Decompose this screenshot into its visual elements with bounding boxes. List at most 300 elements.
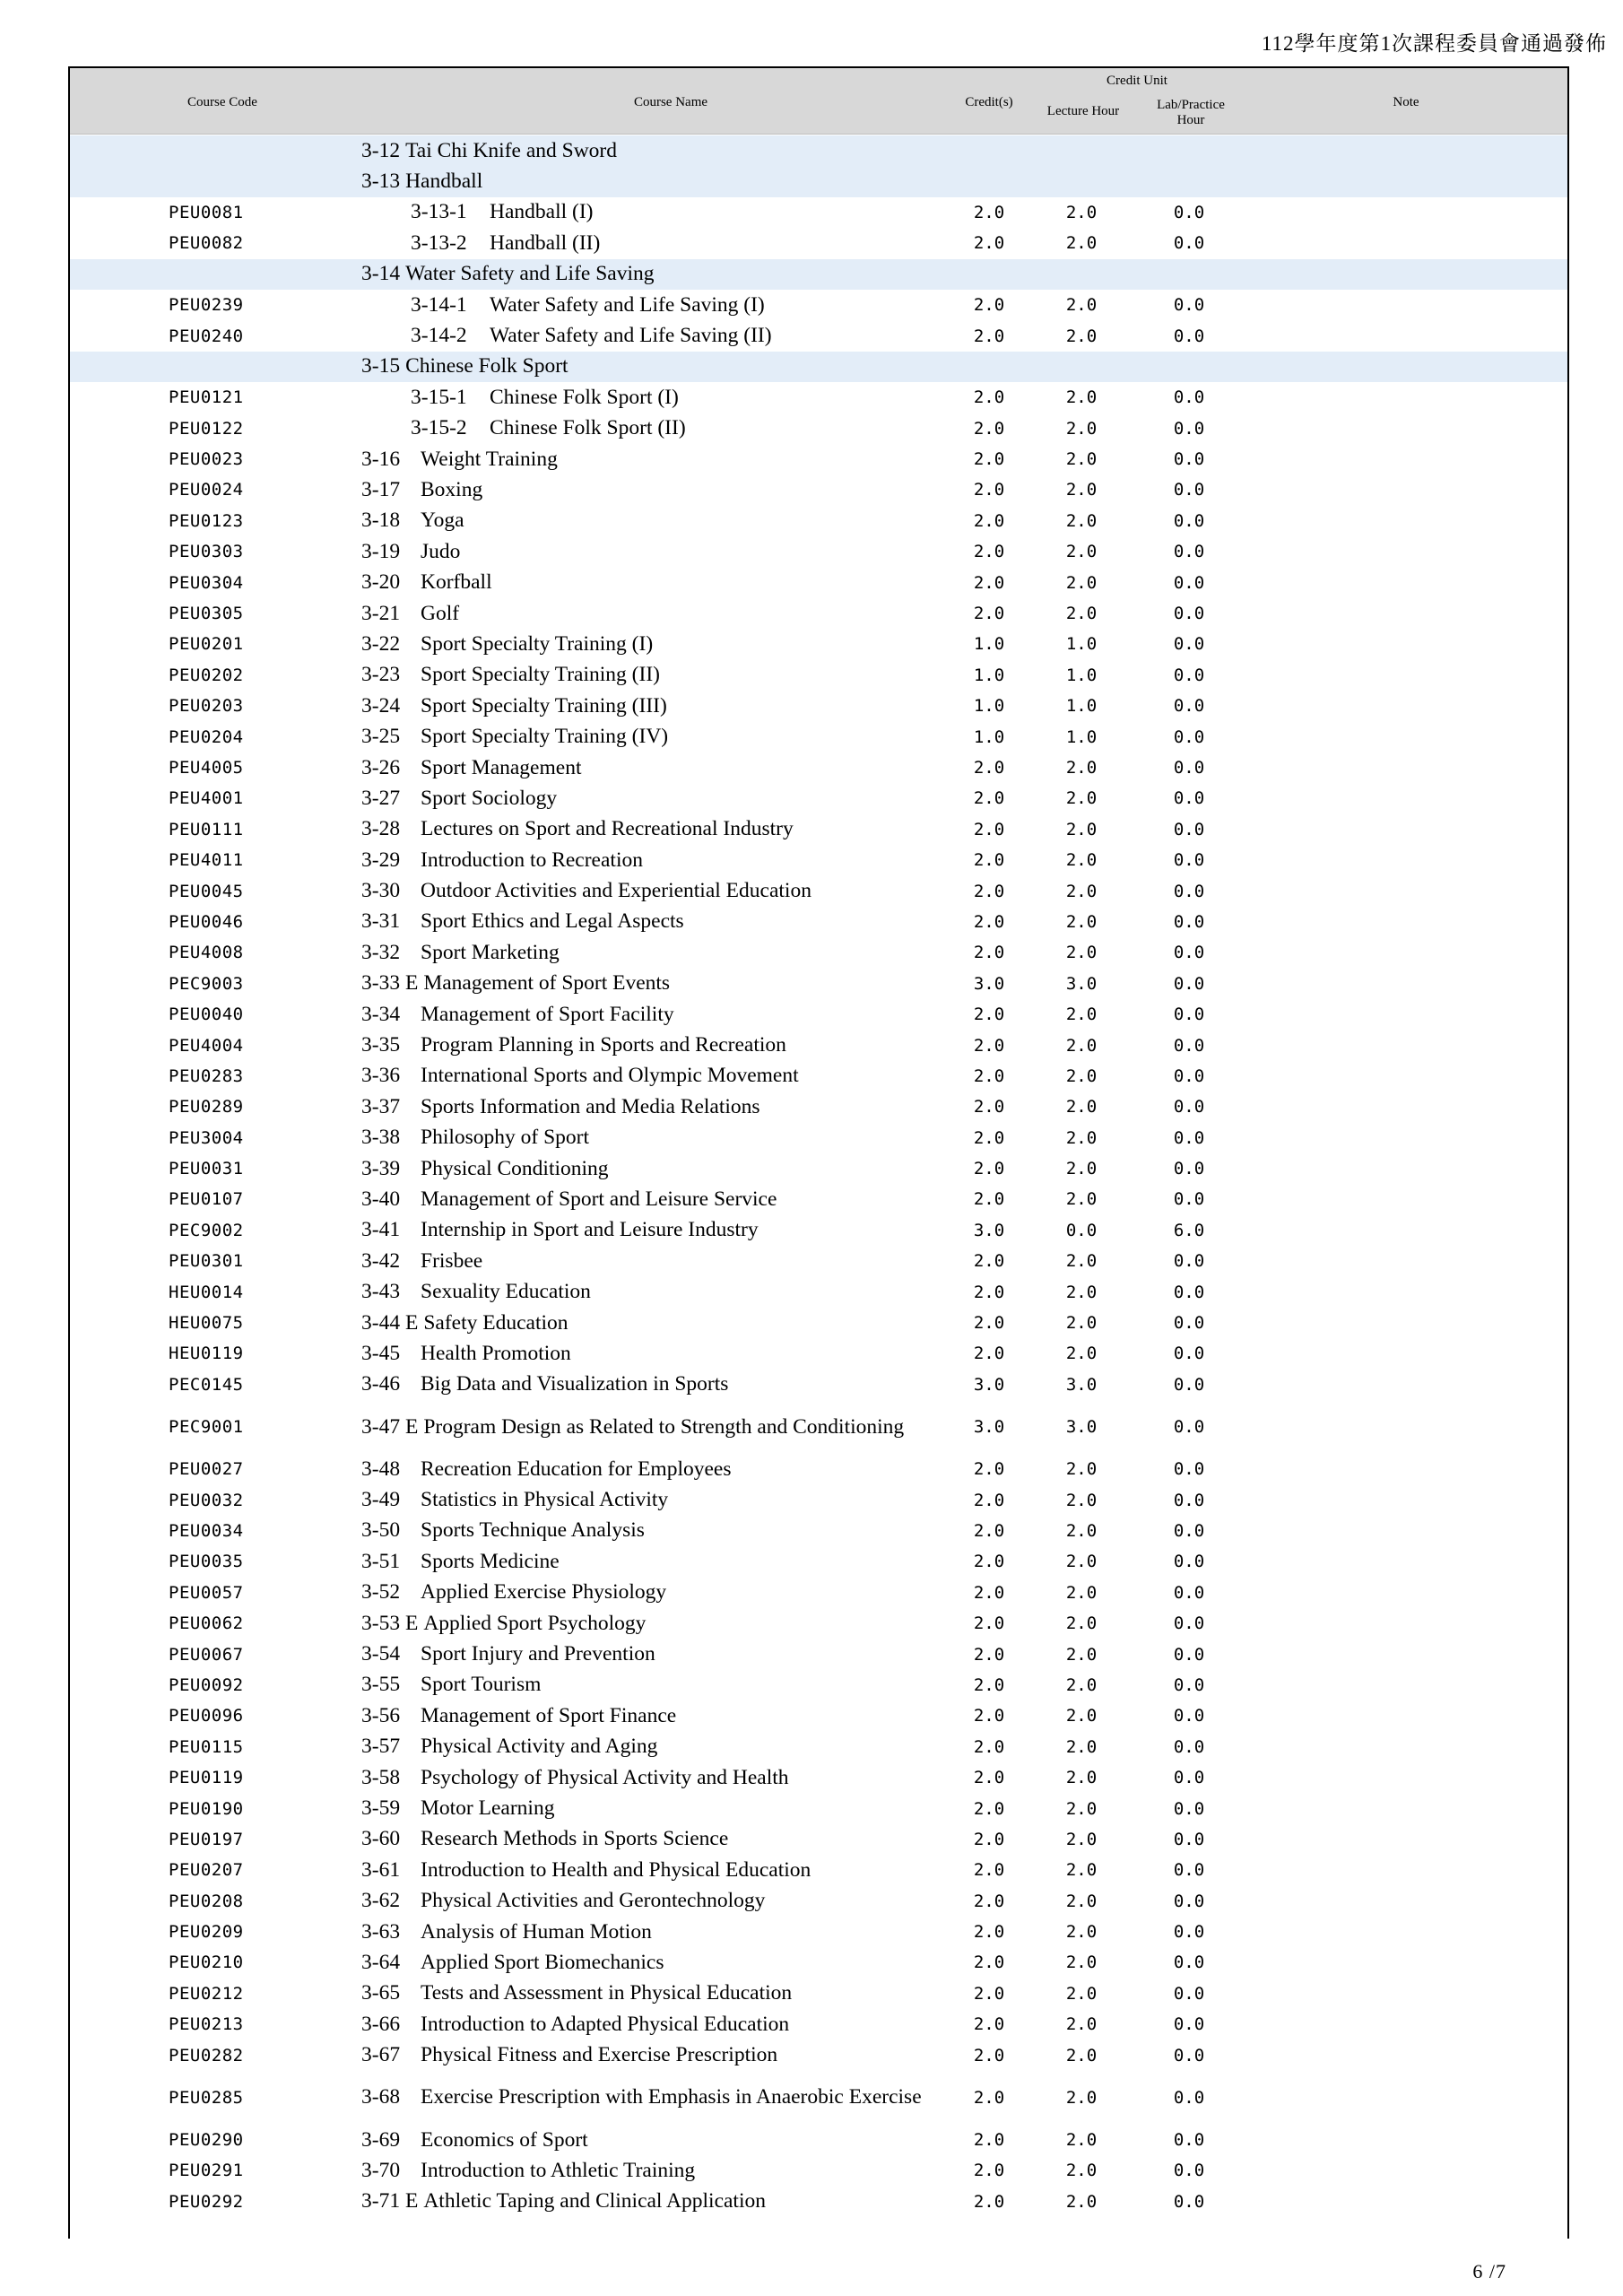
course-number: 3-17	[361, 477, 401, 501]
lecture-hour-value: 2.0	[1065, 1798, 1098, 1819]
lab-hour-value	[1158, 166, 1220, 196]
course-number: 3-34	[361, 1002, 401, 1026]
lecture-hour-value: 2.0	[1065, 2014, 1098, 2035]
lecture-hour-value	[1050, 259, 1113, 290]
table-row	[70, 1400, 1567, 1454]
course-number: 3-15-2	[411, 416, 467, 440]
lab-hour-value: 0.0	[1173, 1282, 1205, 1302]
table-row	[70, 845, 1567, 875]
lecture-hour-value: 2.0	[1065, 1065, 1098, 1086]
course-name	[361, 1516, 944, 1546]
lab-hour-value: 0.0	[1173, 1860, 1205, 1881]
lab-hour-value: 0.0	[1173, 1159, 1205, 1179]
course-title: Management of Sport Events	[423, 971, 671, 996]
course-title: Physical Conditioning	[421, 1156, 609, 1180]
course-title: Golf	[421, 601, 460, 625]
table-row	[70, 783, 1567, 813]
course-number: 3-26	[361, 755, 401, 779]
course-number: 3-63	[361, 1919, 401, 1944]
course-name	[361, 1917, 944, 1947]
credits-value: 2.0	[973, 1860, 1005, 1881]
table-row	[70, 1516, 1567, 1546]
course-number: 3-41	[361, 1218, 401, 1242]
lecture-hour-value: 2.0	[1065, 1127, 1098, 1148]
course-code	[169, 166, 330, 196]
credits-value: 2.0	[973, 1097, 1005, 1118]
credits-value: 3.0	[973, 1374, 1005, 1395]
course-title: Internship in Sport and Leisure Industry	[421, 1218, 759, 1242]
credits-value: 2.0	[973, 2161, 1005, 2181]
course-number: 3-14-1	[411, 292, 467, 317]
lecture-hour-value: 2.0	[1065, 1282, 1098, 1302]
course-title: Boxing	[421, 477, 483, 501]
credits-value: 2.0	[973, 1644, 1005, 1665]
course-title: Tests and Assessment in Physical Education	[421, 1981, 793, 2005]
course-code: PEC9003	[169, 973, 244, 994]
course-name	[361, 1947, 944, 1978]
credits-value: 2.0	[973, 788, 1005, 809]
group-row	[70, 135, 1567, 166]
table-row	[70, 290, 1567, 320]
table-row	[70, 413, 1567, 444]
course-title: Motor Learning	[421, 1796, 555, 1820]
course-code: PEU0290	[169, 2130, 244, 2151]
course-number: 3-54	[361, 1642, 401, 1666]
lab-practice-line-1: Lab/Practice	[1157, 98, 1225, 112]
lab-hour-value: 0.0	[1173, 973, 1205, 994]
lecture-hour-value: 2.0	[1065, 1706, 1098, 1726]
lab-hour-value: 0.0	[1173, 2130, 1205, 2151]
lab-hour-value: 0.0	[1173, 1891, 1205, 1911]
course-number: 3-39	[361, 1156, 401, 1180]
course-code: PEU0190	[169, 1798, 244, 1819]
course-code: PEU0201	[169, 634, 244, 655]
course-code: PEU0031	[169, 1159, 244, 1179]
lecture-hour-value: 1.0	[1065, 634, 1098, 655]
course-number: 3-56	[361, 1703, 401, 1727]
course-code: PEU0283	[169, 1065, 244, 1086]
credits-value: 2.0	[973, 1344, 1005, 1364]
table-row	[70, 629, 1567, 659]
lecture-hour-value: 2.0	[1065, 850, 1098, 871]
course-title: Health Promotion	[421, 1341, 571, 1365]
course-code: PEU0304	[169, 572, 244, 593]
lab-hour-value: 0.0	[1173, 726, 1205, 747]
course-name	[361, 1639, 944, 1669]
lecture-hour-value: 0.0	[1065, 1220, 1098, 1240]
table-row	[70, 1246, 1567, 1276]
course-name	[361, 721, 944, 752]
course-code: PEU0203	[169, 696, 244, 717]
course-title: Weight Training	[421, 447, 558, 471]
credits-value: 3.0	[973, 1220, 1005, 1240]
lecture-hour-value: 2.0	[1065, 1983, 1098, 2004]
course-name	[411, 197, 994, 228]
course-name	[361, 2187, 944, 2217]
course-code: PEU0212	[169, 1983, 244, 2004]
table-row	[70, 320, 1567, 351]
lab-hour-value: 0.0	[1173, 387, 1205, 408]
lab-hour-value: 0.0	[1173, 510, 1205, 531]
course-number: 3-13-1	[411, 200, 467, 224]
course-title: Applied Exercise Physiology	[421, 1580, 667, 1605]
course-number: 3-27	[361, 786, 401, 810]
course-name	[361, 629, 944, 659]
credits-value	[958, 135, 1020, 166]
lab-hour-value	[1158, 135, 1220, 166]
course-number: 3-69	[361, 2127, 401, 2152]
course-code	[169, 259, 330, 290]
course-title: Philosophy of Sport	[421, 1126, 590, 1150]
course-number: 3-50	[361, 1518, 401, 1543]
course-code: PEU0282	[169, 2045, 244, 2066]
lecture-hour-value: 3.0	[1065, 1417, 1098, 1438]
table-row	[70, 228, 1567, 258]
table-row	[70, 721, 1567, 752]
lab-hour-value: 0.0	[1173, 1552, 1205, 1572]
course-title: Yoga	[421, 509, 464, 533]
lab-hour-value: 0.0	[1173, 449, 1205, 470]
course-name	[361, 1153, 944, 1184]
table-row	[70, 1947, 1567, 1978]
lab-hour-value: 0.0	[1173, 1983, 1205, 2004]
credits-value: 2.0	[973, 387, 1005, 408]
table-row	[70, 1855, 1567, 1885]
credits-value: 2.0	[973, 2191, 1005, 2212]
course-name	[361, 1979, 944, 2009]
course-number: 3-49	[361, 1488, 401, 1512]
table-row	[70, 1370, 1567, 1400]
lab-hour-value: 0.0	[1173, 1459, 1205, 1480]
course-code: PEU0208	[169, 1891, 244, 1911]
course-number: 3-60	[361, 1827, 401, 1851]
lab-hour-value: 0.0	[1173, 758, 1205, 778]
lecture-hour-value: 2.0	[1065, 1860, 1098, 1881]
course-name	[361, 907, 944, 937]
course-code: PEU0240	[169, 326, 244, 346]
lab-hour-value: 0.0	[1173, 911, 1205, 932]
credits-value: 2.0	[973, 2014, 1005, 2035]
credits-value: 2.0	[973, 881, 1005, 901]
credits-value: 1.0	[973, 726, 1005, 747]
credits-value: 2.0	[973, 1952, 1005, 1973]
course-name	[361, 1762, 944, 1793]
course-number: 3-18	[361, 509, 401, 533]
table-row	[70, 1030, 1567, 1060]
course-name	[361, 2125, 944, 2155]
course-name	[361, 660, 944, 691]
course-code: PEU0082	[169, 233, 244, 254]
course-number: 3-38	[361, 1126, 401, 1150]
course-number: 3-62	[361, 1889, 401, 1913]
credits-value: 1.0	[973, 634, 1005, 655]
course-title: Program Planning in Sports and Recreation	[421, 1033, 786, 1057]
course-title: Physical Fitness and Exercise Prescription	[421, 2043, 778, 2067]
lecture-hour-value: 2.0	[1065, 1829, 1098, 1849]
credits-value: 2.0	[973, 819, 1005, 839]
lecture-hour-value: 2.0	[1065, 1736, 1098, 1757]
table-row	[70, 999, 1567, 1030]
course-name	[361, 1370, 944, 1400]
course-code: PEU0239	[169, 295, 244, 316]
course-name	[411, 413, 994, 444]
course-title: Sport Injury and Prevention	[421, 1642, 655, 1666]
lecture-hour-value: 2.0	[1065, 1768, 1098, 1788]
course-code: PEU0034	[169, 1520, 244, 1541]
lab-hour-value: 0.0	[1173, 572, 1205, 593]
course-code: PEU0023	[169, 449, 244, 470]
credits-value: 2.0	[973, 1127, 1005, 1148]
table-row	[70, 907, 1567, 937]
lecture-hour-value	[1050, 166, 1113, 196]
credits-value: 2.0	[973, 418, 1005, 439]
course-name	[361, 567, 944, 597]
lab-hour-value: 0.0	[1173, 1582, 1205, 1603]
course-code: PEC9002	[169, 1220, 244, 1240]
credits-value: 2.0	[973, 604, 1005, 624]
credits-value: 2.0	[973, 758, 1005, 778]
lab-hour-value: 0.0	[1173, 1768, 1205, 1788]
course-name	[361, 691, 944, 721]
table-row	[70, 1917, 1567, 1947]
course-title: Frisbee	[421, 1248, 483, 1273]
table-body	[70, 135, 1567, 2217]
credits-value: 3.0	[973, 973, 1005, 994]
credits-value: 2.0	[973, 1459, 1005, 1480]
lecture-hour-value: 2.0	[1065, 1459, 1098, 1480]
course-title: Management of Sport Facility	[421, 1002, 674, 1026]
credits-value: 2.0	[973, 911, 1005, 932]
course-name	[361, 814, 944, 845]
course-title: Handball	[405, 170, 483, 194]
course-title: Economics of Sport	[421, 2127, 588, 2152]
lecture-hour-value: 2.0	[1065, 418, 1098, 439]
course-name	[361, 506, 944, 536]
course-name	[411, 320, 994, 351]
course-name	[361, 845, 944, 875]
course-name	[361, 444, 944, 474]
course-name	[361, 1700, 944, 1731]
course-number: 3-22	[361, 631, 401, 656]
course-title: Psychology of Physical Activity and Health	[421, 1765, 789, 1789]
lecture-hour-value: 2.0	[1065, 758, 1098, 778]
lecture-hour-value: 2.0	[1065, 788, 1098, 809]
lecture-hour-value: 2.0	[1065, 1035, 1098, 1056]
lecture-hour-value: 2.0	[1065, 387, 1098, 408]
lab-hour-value	[1158, 352, 1220, 382]
course-title: Statistics in Physical Activity	[421, 1488, 669, 1512]
course-title: Outdoor Activities and Experiential Education	[421, 879, 812, 903]
lab-hour-value: 0.0	[1173, 696, 1205, 717]
course-title: Exercise Prescription with Emphasis in Anaerobic Exercise	[421, 2085, 922, 2109]
course-number: 3-30	[361, 879, 401, 903]
credits-value	[958, 259, 1020, 290]
course-name	[361, 1793, 944, 1823]
credits-value: 2.0	[973, 1313, 1005, 1334]
course-name	[361, 598, 944, 629]
table-row	[70, 2071, 1567, 2125]
course-name	[361, 135, 944, 166]
lab-hour-value: 0.0	[1173, 1490, 1205, 1510]
course-name	[411, 290, 994, 320]
course-number: 3-36	[361, 1064, 401, 1088]
table-row	[70, 660, 1567, 691]
course-code: PEC0145	[169, 1374, 244, 1395]
column-header-lab-practice-hour	[1137, 98, 1245, 128]
table-row	[70, 814, 1567, 845]
course-name	[361, 1484, 944, 1515]
course-name	[361, 1215, 944, 1246]
lab-hour-value: 6.0	[1173, 1220, 1205, 1240]
course-number: 3-44 E	[361, 1310, 419, 1335]
course-number: 3-33 E	[361, 971, 419, 996]
credits-value: 2.0	[973, 943, 1005, 963]
course-code: PEU0204	[169, 726, 244, 747]
lab-hour-value: 0.0	[1173, 1706, 1205, 1726]
lecture-hour-value: 3.0	[1065, 973, 1098, 994]
lecture-hour-value: 1.0	[1065, 665, 1098, 685]
course-number: 3-16	[361, 447, 401, 471]
course-number: 3-19	[361, 539, 401, 563]
course-title: Recreation Education for Employees	[421, 1457, 732, 1481]
course-number: 3-48	[361, 1457, 401, 1481]
credits-value: 2.0	[973, 1004, 1005, 1025]
course-number: 3-66	[361, 2012, 401, 2036]
credits-value: 2.0	[973, 850, 1005, 871]
lecture-hour-value: 2.0	[1065, 1674, 1098, 1695]
course-number: 3-71 E	[361, 2189, 419, 2213]
table-row	[70, 1578, 1567, 1608]
credits-value: 2.0	[973, 1035, 1005, 1056]
course-number: 3-70	[361, 2158, 401, 2182]
lab-hour-value: 0.0	[1173, 418, 1205, 439]
lecture-hour-value: 2.0	[1065, 1582, 1098, 1603]
lab-hour-value: 0.0	[1173, 1736, 1205, 1757]
course-name	[361, 1338, 944, 1369]
lecture-hour-value: 2.0	[1065, 572, 1098, 593]
lecture-hour-value: 1.0	[1065, 696, 1098, 717]
course-name	[411, 382, 994, 413]
course-number: 3-67	[361, 2043, 401, 2067]
lab-hour-value: 0.0	[1173, 1127, 1205, 1148]
course-title: Introduction to Adapted Physical Education	[421, 2012, 790, 2036]
table-row	[70, 1308, 1567, 1338]
lecture-hour-value: 2.0	[1065, 449, 1098, 470]
table-row	[70, 444, 1567, 474]
table-row	[70, 1639, 1567, 1669]
course-name	[361, 1670, 944, 1700]
credits-value: 2.0	[973, 510, 1005, 531]
course-number: 3-61	[361, 1857, 401, 1882]
course-code: PEU0027	[169, 1459, 244, 1480]
course-code: PEU0067	[169, 1644, 244, 1665]
lab-hour-value: 0.0	[1173, 634, 1205, 655]
course-number: 3-47 E	[361, 1414, 419, 1439]
course-title: Sports Medicine	[421, 1549, 560, 1573]
column-header-course-code: Course Code	[187, 95, 257, 109]
lab-hour-value: 0.0	[1173, 1251, 1205, 1272]
course-name	[361, 474, 944, 505]
table-row	[70, 2125, 1567, 2155]
course-code: PEC9001	[169, 1417, 244, 1438]
course-code: HEU0119	[169, 1344, 244, 1364]
lab-hour-value: 0.0	[1173, 1189, 1205, 1210]
course-name	[361, 352, 944, 382]
lecture-hour-value	[1050, 135, 1113, 166]
course-name	[361, 1246, 944, 1276]
credits-value: 2.0	[973, 233, 1005, 254]
course-number: 3-68	[361, 2085, 401, 2109]
lab-hour-value: 0.0	[1173, 1829, 1205, 1849]
course-code: PEU0122	[169, 418, 244, 439]
lab-hour-value: 0.0	[1173, 1798, 1205, 1819]
lecture-hour-value: 2.0	[1065, 819, 1098, 839]
course-number: 3-15-1	[411, 385, 467, 409]
course-code: PEU0291	[169, 2161, 244, 2181]
course-title: Management of Sport Finance	[421, 1703, 677, 1727]
course-code: PEU4008	[169, 943, 244, 963]
course-code: PEU3004	[169, 1127, 244, 1148]
course-number: 3-31	[361, 909, 401, 934]
credits-value: 2.0	[973, 1922, 1005, 1943]
lab-hour-value: 0.0	[1173, 665, 1205, 685]
table-row	[70, 382, 1567, 413]
credits-value: 2.0	[973, 1282, 1005, 1302]
course-number: 3-35	[361, 1033, 401, 1057]
course-number: 3-13	[361, 170, 401, 194]
course-title: Sport Management	[421, 755, 582, 779]
table-row	[70, 1885, 1567, 1916]
credits-value: 2.0	[973, 1891, 1005, 1911]
lecture-hour-value: 2.0	[1065, 542, 1098, 562]
credits-value: 2.0	[973, 1613, 1005, 1634]
course-code: PEU4004	[169, 1035, 244, 1056]
lecture-hour-value: 2.0	[1065, 1520, 1098, 1541]
table-row	[70, 197, 1567, 228]
course-title: Sexuality Education	[421, 1280, 591, 1304]
course-number: 3-45	[361, 1341, 401, 1365]
lecture-hour-value: 2.0	[1065, 1613, 1098, 1634]
course-title: Chinese Folk Sport	[405, 354, 568, 378]
course-code: PEU0207	[169, 1860, 244, 1881]
table-header	[70, 68, 1567, 135]
course-number: 3-51	[361, 1549, 401, 1573]
table-row	[70, 598, 1567, 629]
course-title: Physical Activities and Gerontechnology	[421, 1889, 766, 1913]
lecture-hour-value: 2.0	[1065, 1952, 1098, 1973]
course-name	[361, 999, 944, 1030]
lab-hour-value: 0.0	[1173, 1520, 1205, 1541]
course-number: 3-15	[361, 354, 401, 378]
credits-value: 2.0	[973, 1520, 1005, 1541]
course-code: PEU0024	[169, 480, 244, 500]
course-name	[361, 2071, 944, 2125]
course-title: Introduction to Recreation	[421, 848, 643, 872]
lab-hour-value	[1158, 259, 1220, 290]
credits-value: 2.0	[973, 480, 1005, 500]
course-title: Athletic Taping and Clinical Application	[423, 2189, 766, 2213]
lecture-hour-value: 2.0	[1065, 1344, 1098, 1364]
course-name	[361, 783, 944, 813]
course-name	[361, 2039, 944, 2070]
course-number: 3-46	[361, 1372, 401, 1396]
course-title: Management of Sport and Leisure Service	[421, 1187, 777, 1211]
lab-hour-value: 0.0	[1173, 1313, 1205, 1334]
course-number: 3-14	[361, 262, 401, 286]
lecture-hour-value: 2.0	[1065, 2087, 1098, 2108]
course-name	[361, 1276, 944, 1307]
lecture-hour-value: 2.0	[1065, 1891, 1098, 1911]
